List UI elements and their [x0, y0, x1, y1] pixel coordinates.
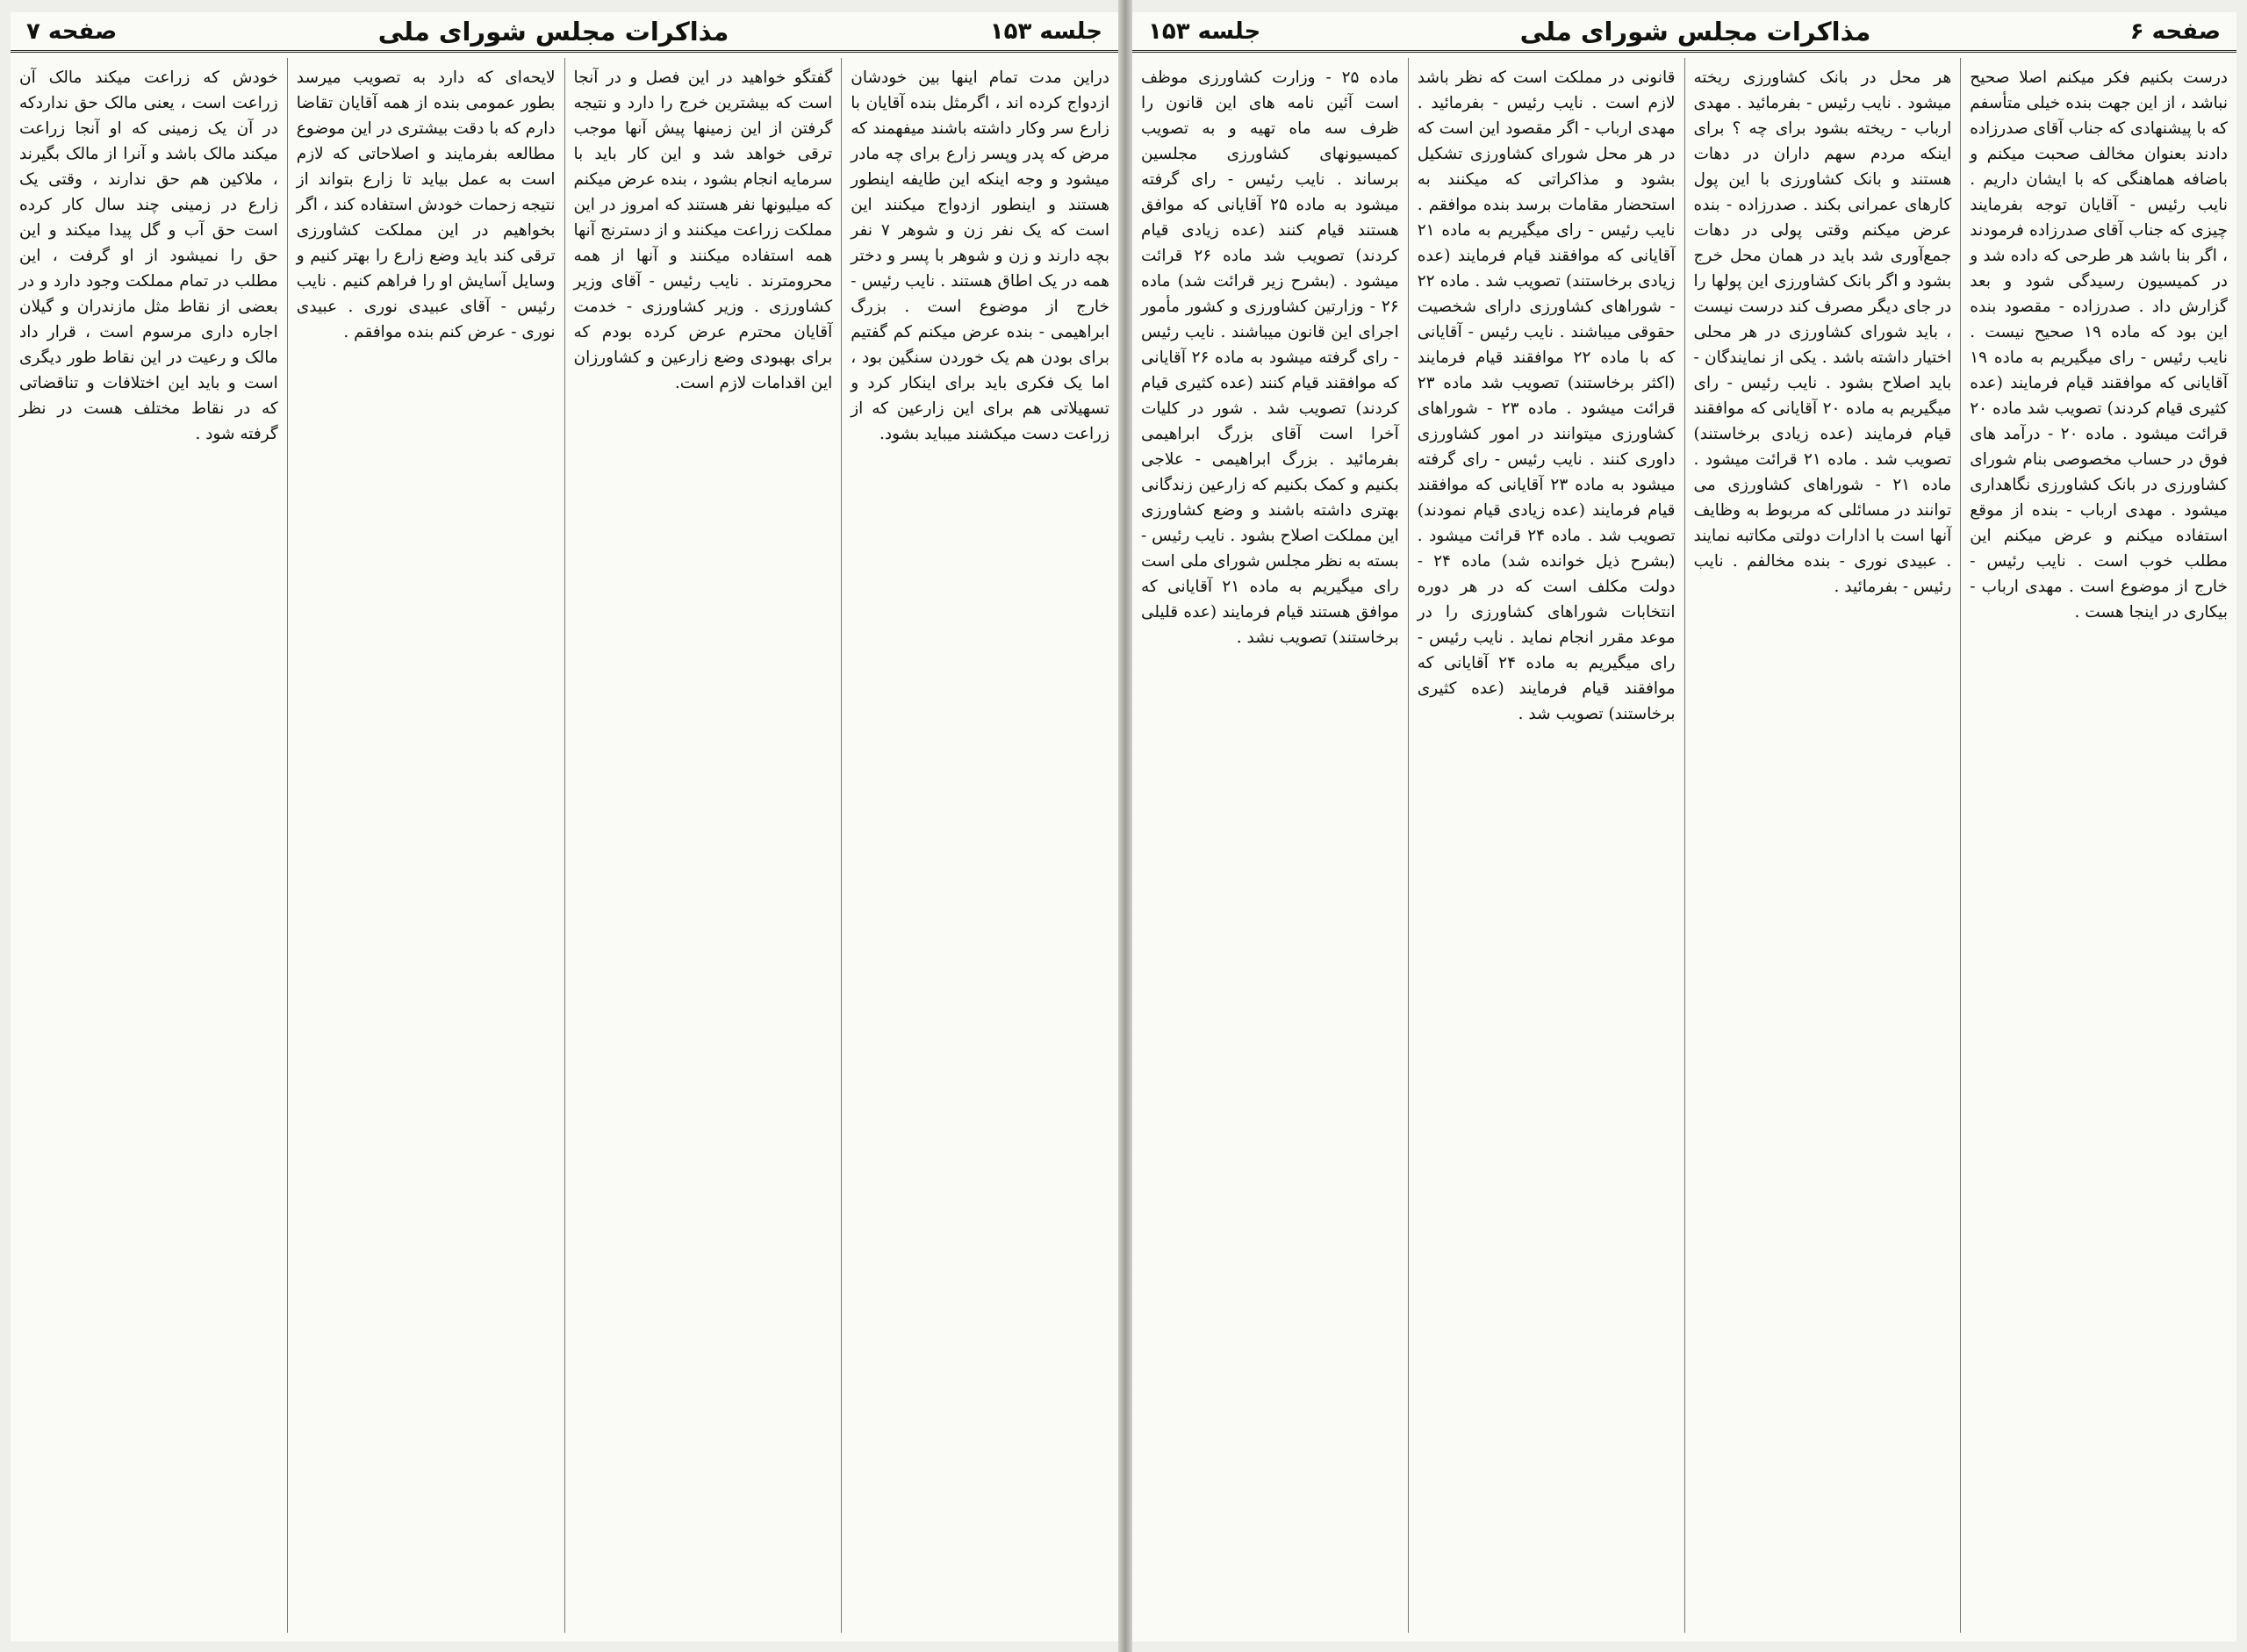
- page-fold-gutter: [1118, 0, 1132, 1652]
- right-column-3: [1408, 58, 1684, 1633]
- left-column-1-text: دراین مدت تمام اینها بین خودشان ازدواج کرده اند ، اگرمثل بنده آقایان با زارع سر وکار داشته باشند میفهمند که مرض که پدر وپسر زارع برای چه مادر میشود و وجه اینکه این طایفه اینطور هستند و اینطور ازدواج میکنند این است که یک نفر زن و شوهر ۷ نفر بچه دارند و زن و شوهر با پسر و دختر همه در یک اطاق هستند . نایب رئیس - خارج از موضوع است . بزرگ ابراهیمی - بنده عرض میکنم کم گفتیم برای بودن هم یک خوردن سنگین بود ، اما یک فکری باید برای اینکار کرد و تسهیلاتی هم برای این زارعین که از زراعت دست میکشند میباید بشود.: [845, 68, 1109, 443]
- right-newspaper-page: [1132, 12, 2236, 1641]
- left-newspaper-page: [11, 12, 1118, 1641]
- right-column-2: [1684, 58, 1961, 1633]
- left-page-title: مذاکرات مجلس شورای ملی: [377, 16, 729, 47]
- right-page-number: صفحه ۶: [2129, 18, 2221, 45]
- right-column-1-text: درست بکنیم فکر میکنم اصلا صحیح نباشد ، از این جهت بنده خیلی متأسفم که با پیشنهادی که جناب آقای صدرزاده دادند بعنوان مخالف صحبت میکنم و باضافه هماهنگی که با ایشان داریم . نایب رئیس - آقایان توجه بفرمایند چیزی که جناب آقای صدرزاده فرمودند ، اگر بنا باشد هر طرحی که داده شد و در کمیسیون رسیدگی شود و بعد گزارش داد . صدرزاده - مقصود بنده این بود که ماده ۱۹ صحیح نیست . نایب رئیس - رای میگیریم به ماده ۱۹ آقایانی که موافقند قیام فرمایند (عده کثیری قیام کردند) تصویب شد ماده ۲۰ قرائت میشود . ماده ۲۰ - درآمد های فوق در حساب مخصوصی بنام شورای کشاورزی در بانک کشاورزی نگاهداری میشود . مهدی ارباب - بنده از موقع استفاده میکنم و عرض میکنم این مطلب خوب است . نایب رئیس - خارج از موضوع است . مهدی ارباب - بیکاری در اینجا هست .: [1964, 68, 2228, 621]
- left-column-2: [564, 58, 842, 1633]
- right-column-4: [1132, 58, 1408, 1633]
- left-column-4: [11, 58, 287, 1633]
- right-column-1: [1960, 58, 2236, 1633]
- left-page-number: صفحه ۷: [26, 18, 118, 45]
- left-column-3-text: لایحه‌ای که دارد به تصویب میرسد بطور عمومی بنده از همه آقایان تقاضا دارم که با دقت بیشتری در این موضوع مطالعه بفرمایند و اصلاحاتی که لازم است به عمل بیاید تا زارع بتواند از نتیجه زحمات خودش استفاده کند ، اگر بخواهیم در این مملکت کشاورزی ترقی کند باید وضع زارع را بهتر کنیم و وسایل آسایش او را فراهم کنیم . نایب رئیس - آقای عبیدی نوری . عبیدی نوری - عرض کنم بنده موافقم .: [291, 68, 556, 341]
- left-column-4-text: خودش که زراعت میکند مالک آن زراعت است ، یعنی مالک حق نداردکه در آن یک زمینی که او آنجا زراعت میکند مالک باشد و آنرا از مالک بگیرند ، ملاکین هم حق ندارند ، وقتی یک زارع در زمینی چند سال کار کرده است حق آب و گل پیدا میکند و این حق را نمیشود از او گرفت ، این مطلب در تمام مملکت وجود دارد و در بعضی از نقاط مثل مازندران و گیلان اجاره داری مرسوم است ، قرار داد مالک و رعیت در این نقاط طور دیگری است و باید این اختلافات و تناقضاتی که در نقاط مختلف هست در نظر گرفته شود .: [14, 68, 278, 443]
- right-page-title: مذاکرات مجلس شورای ملی: [1519, 16, 1871, 47]
- left-page-columns: [11, 58, 1118, 1633]
- right-page-columns: [1132, 58, 2236, 1633]
- left-column-2-text: گفتگو خواهید در این فصل و در آنجا است که بیشترین خرج را دارد و نتیجه گرفتن از این زمینها پیش آنها موجب ترقی خواهد شد و این کار باید با سرمایه انجام بشود ، بنده عرض میکنم که میلیونها نفر هستند که امروز در این مملکت زراعت میکنند و از دسترنج آنها همه استفاده میکنند و آنها از همه محرومترند . نایب رئیس - آقای وزیر کشاورزی . وزیر کشاورزی - خدمت آقایان محترم عرض کرده بودم که برای بهبودی وضع زارعین و کشاورزان این اقدامات لازم است.: [568, 68, 833, 392]
- left-column-1: [841, 58, 1118, 1633]
- left-page-header: [11, 12, 1118, 53]
- right-session-number: جلسه ۱۵۳: [1148, 18, 1261, 45]
- left-column-3: [287, 58, 564, 1633]
- right-page-header: [1132, 12, 2236, 53]
- left-session-number: جلسه ۱۵۳: [989, 18, 1102, 45]
- right-column-2-text: هر محل در بانک کشاورزی ریخته میشود . نایب رئیس - بفرمائید . مهدی ارباب - ریخته بشود برای چه ؟ برای اینکه مردم سهم‌ داران در دهات هستند و بانک کشاورزی با این پول کارهای عمرانی بکند . صدرزاده - بنده عرض میکنم وقتی پولی در دهات جمع‌آوری شد باید در همان محل خرج بشود و اگر بانک کشاورزی این پولها را در جای دیگر مصرف کند درست نیست ، باید شورای کشاورزی در هر محلی اختیار داشته باشد . یکی از نمایندگان - باید اصلاح بشود . نایب رئیس - رای میگیریم به ماده ۲۰ آقایانی که موافقند قیام فرمایند (عده زیادی برخاستند) تصویب شد . ماده ۲۱ قرائت میشود . ماده ۲۱ - شوراهای کشاورزی می توانند در مسائلی که مربوط به وظایف آنها است با ادارات دولتی مکاتبه نمایند . عبیدی نوری - بنده مخالفم . نایب رئیس - بفرمائید .: [1688, 68, 1952, 596]
- right-column-4-text: ماده ۲۵ - وزارت کشاورزی موظف است آئین نامه های این قانون را ظرف سه ماه تهیه و به تصویب کمیسیونهای کشاورزی مجلسین برساند . نایب رئیس - رای گرفته میشود به ماده ۲۵ آقایانی که موافق هستند قیام کنند (عده زیادی قیام کردند) تصویب شد ماده ۲۶ قرائت میشود . (بشرح زیر قرائت شد) ماده ۲۶ - وزارتین کشاورزی و کشور مأمور اجرای این قانون میباشند . نایب رئیس - رای گرفته میشود به ماده ۲۶ آقایانی که موافقند قیام کنند (عده کثیری قیام کردند) تصویب شد . شور در کلیات آخرا است آقای بزرگ ابراهیمی بفرمائید . بزرگ ابراهیمی - علاجی بکنیم و کمک بکنیم که زارعین زندگانی بهتری داشته باشند و وضع کشاورزی این مملکت اصلاح بشود . نایب رئیس - بسته به نظر مجلس شورای ملی است رای میگیریم به ماده ۲۱ آقایانی که موافق هستند قیام فرمایند (عده قلیلی برخاستند) تصویب نشد .: [1136, 68, 1399, 647]
- right-column-3-text: قانونی در مملکت است که نظر باشد لازم است . نایب رئیس - بفرمائید . مهدی ارباب - اگر مقصود این است که در هر محل شورای کشاورزی تشکیل بشود و مذاکراتی که میکنند به استحضار مقامات برسد بنده موافقم . نایب رئیس - رای میگیریم به ماده ۲۱ آقایانی که موافقند قیام فرمایند (عده زیادی برخاستند) تصویب شد . ماده ۲۲ - شوراهای کشاورزی دارای شخصیت حقوقی میباشند . نایب رئیس - آقایانی که با ماده ۲۲ موافقند قیام فرمایند (اکثر برخاستند) تصویب شد ماده ۲۳ قرائت میشود . ماده ۲۳ - شوراهای کشاورزی میتوانند در امور کشاورزی داوری کنند . نایب رئیس - رای گرفته میشود به ماده ۲۳ آقایانی که موافقند قیام فرمایند (عده زیادی قیام نمودند) تصویب شد . ماده ۲۴ قرائت میشود . (بشرح ذیل خوانده شد) ماده ۲۴ - دولت مکلف است که در هر دوره انتخابات شوراهای کشاورزی را در موعد مقرر انجام نماید . نایب رئیس - رای میگیریم به ماده ۲۴ آقایانی که موافقند قیام فرمایند (عده کثیری برخاستند) تصویب شد .: [1411, 68, 1676, 723]
